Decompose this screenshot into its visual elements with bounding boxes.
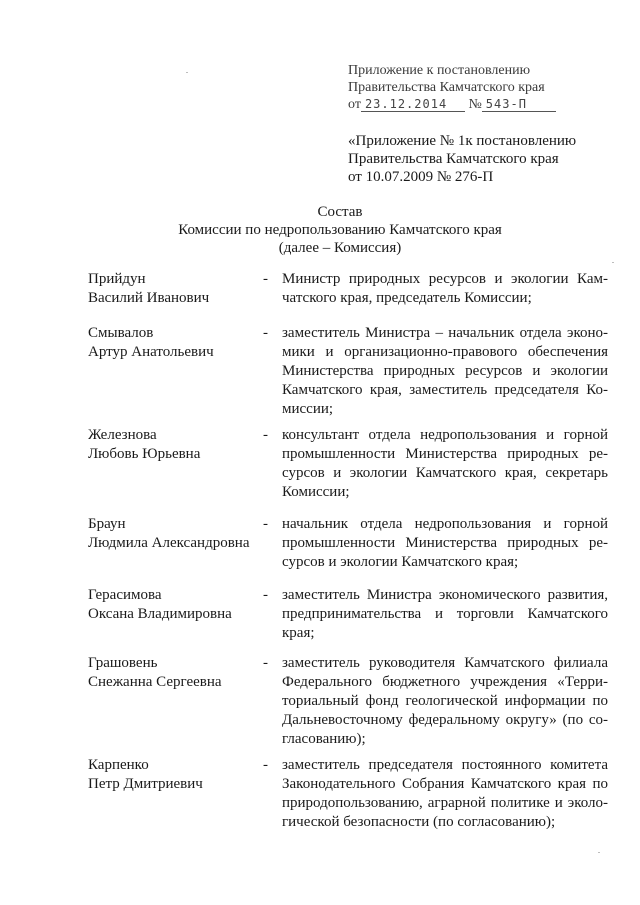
separator-dash: - [263,427,268,443]
member-role [282,756,608,832]
separator-dash: - [263,516,268,532]
stamp-line-1: Приложение к постановлению [348,63,531,78]
role-line: заместитель Министра экономического развития, [282,587,608,603]
member-surname: Железнова [88,427,157,443]
role-line: Законодательного Собрания Камчатского края по [282,776,608,792]
member-name [88,756,258,794]
approval-stamp [348,62,608,113]
role-line: Федерального бюджетного учреждения «Терри- [282,674,608,690]
reference-line-2: Правительства Камчатского края [348,151,559,167]
member-surname: Смывалов [88,325,154,341]
member-given-names: Василий Иванович [88,290,210,306]
member-given-names: Оксана Владимировна [88,606,232,622]
stamp-line-2: Правительства Камчатского края [348,80,545,95]
role-line: начальник отдела недропользования и горной [282,516,608,532]
date-prefix: от [348,97,361,112]
scan-speck [186,72,188,73]
scan-speck [598,852,600,853]
member-given-names: Любовь Юрьевна [88,446,201,462]
role-line: края; [282,625,315,641]
member-name [88,654,258,692]
member-given-names: Артур Анатольевич [88,344,214,360]
member-role [282,654,608,749]
role-line: мики и организационно-правового обеспечения [282,344,608,360]
resolution-number: 543-П [482,97,556,112]
member-name [88,324,258,362]
role-line: предпринимательства и торговли Камчатского [282,606,608,622]
member-given-names: Снежанна Сергеевна [88,674,222,690]
member-surname: Грашовень [88,655,158,671]
member-role [282,515,608,572]
role-line: заместитель руководителя Камчатского филиала [282,655,608,671]
role-line: заместитель Министра – начальник отдела эконо- [282,325,608,341]
member-name [88,515,258,553]
member-role [282,270,608,308]
scan-speck [612,262,614,263]
role-line: гласованию); [282,731,366,747]
role-line: Камчатского края, заместитель председателя Ко- [282,382,608,398]
title-line-2: Комиссии по недропользованию Камчатского края [178,222,502,238]
number-prefix: № [468,97,482,112]
member-given-names: Петр Дмитриевич [88,776,203,792]
role-line: гической безопасности (по согласованию); [282,814,556,830]
member-surname: Браун [88,516,126,532]
reference-line-1: «Приложение № 1к постановлению [348,133,577,149]
member-surname: Прийдун [88,271,146,287]
member-name [88,586,258,624]
role-line: сурсов и экологии Камчатского края; [282,554,519,570]
member-given-names: Людмила Александровна [88,535,250,551]
role-line: Министерства природных ресурсов и экологии [282,363,608,379]
separator-dash: - [263,655,268,671]
role-line: консультант отдела недропользования и горной [282,427,608,443]
role-line: Дальневосточному федеральному округу» (по со- [282,712,608,728]
role-line: заместитель председателя постоянного комитета [282,757,608,773]
role-line: миссии; [282,401,334,417]
member-role [282,586,608,643]
role-line: чатского края, председатель Комиссии; [282,290,532,306]
resolution-date: 23.12.2014 [361,97,465,112]
member-role [282,324,608,419]
separator-dash: - [263,271,268,287]
role-line: промышленности Министерства природных ре- [282,446,608,462]
member-name [88,426,258,464]
separator-dash: - [263,587,268,603]
stamp-date-line [348,96,608,113]
document-title [150,203,530,257]
member-role [282,426,608,502]
reference-line-3: от 10.07.2009 № 276-П [348,169,494,185]
role-line: ториальный фонд геологической информации по [282,693,608,709]
title-line-3: (далее – Комиссия) [278,240,402,256]
original-reference [348,132,618,186]
role-line: Министр природных ресурсов и экологии Кам- [282,271,608,287]
role-line: природопользованию, аграрной политике и эколо- [282,795,608,811]
role-line: Комиссии; [282,484,350,500]
title-line-1: Состав [317,204,363,220]
member-surname: Герасимова [88,587,162,603]
role-line: промышленности Министерства природных ре- [282,535,608,551]
member-surname: Карпенко [88,757,149,773]
member-name [88,270,258,308]
separator-dash: - [263,325,268,341]
role-line: сурсов и экологии Камчатского края, секретарь [282,465,608,481]
separator-dash: - [263,757,268,773]
